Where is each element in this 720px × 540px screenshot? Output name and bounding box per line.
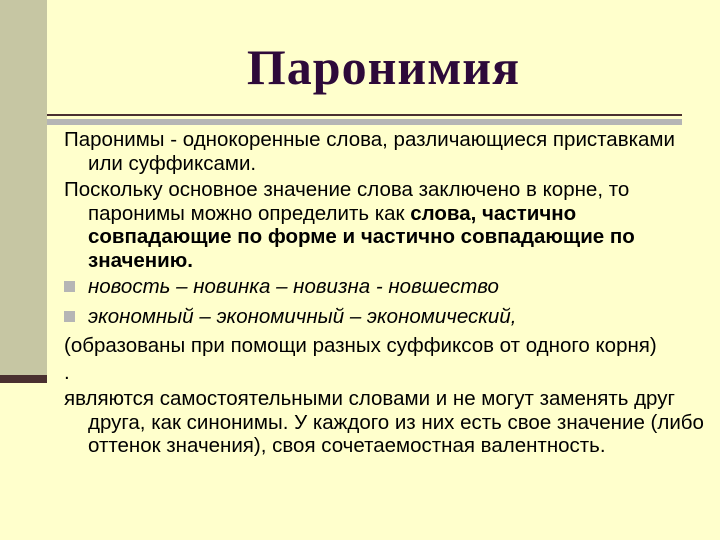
square-bullet-icon (64, 281, 75, 292)
dot-paragraph: . (64, 360, 70, 384)
left-decor-accent (0, 375, 47, 383)
explanation-paragraph (64, 178, 704, 272)
left-decor-bar (0, 0, 47, 383)
conclusion-paragraph: являются самостоятельными словами и не могут заменять друг друга, как синонимы. У каждого из них есть свое значение (либо оттенок значения), своя сочетаемостная валентность. (64, 387, 704, 457)
slide-title: Паронимия (246, 39, 521, 95)
explanation-bold: слова, частично совпадающие по форме и частично совпадающие по значению. (88, 201, 635, 272)
bullet-text: экономный – экономичный – экономический, (88, 304, 517, 328)
slide-body (64, 128, 704, 461)
explanation-lead: Поскольку основное значение слова заключено в корне, то паронимы можно определить как (64, 178, 630, 225)
bullet-item (64, 275, 704, 299)
bullet-text: новость – новинка – новизна - новшество (88, 275, 499, 298)
note-paragraph: (образованы при помощи разных суффиксов от одного корня) (64, 334, 657, 357)
title-divider-dark (47, 114, 682, 116)
title-divider-light (47, 119, 682, 125)
definition-paragraph: Паронимы - однокоренные слова, различающиеся приставками или суффиксами. (64, 128, 675, 175)
square-bullet-icon (64, 311, 75, 322)
bullet-item (64, 305, 704, 329)
